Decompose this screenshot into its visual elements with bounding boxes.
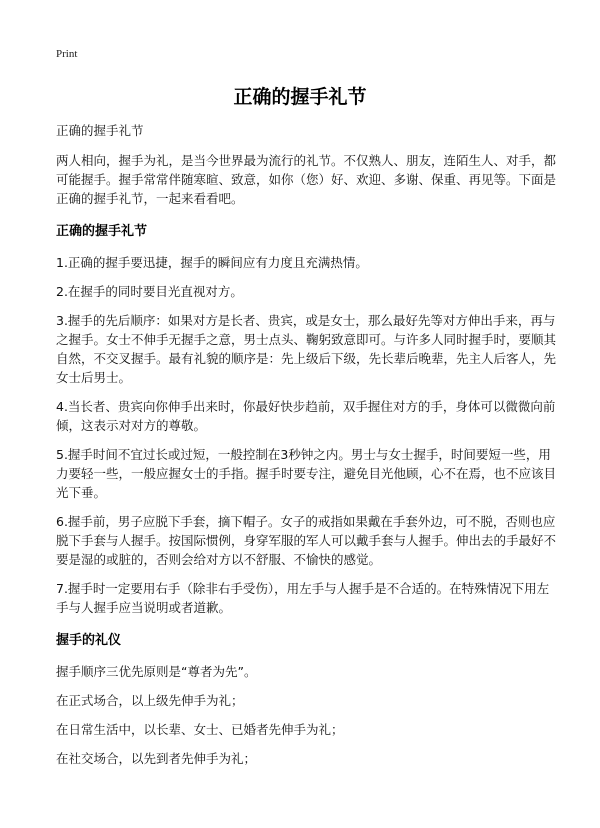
list-item: 2.在握手的同时要目光直视对方。 (56, 284, 243, 299)
section-heading-manners: 握手的礼仪 (56, 633, 122, 648)
list-item: 在日常生活中，以长辈、女士、已婚者先伸手为礼； (56, 722, 344, 737)
page-title: 正确的握手礼节 (233, 86, 367, 108)
intro-paragraph: 两人相向，握手为礼，是当今世界最为流行的礼节。不仅熟人、朋友，连陌生人、对手，都可能握手。握手常常伴随寒暄、致意，如你（您）好、欢迎、多谢、保重、再见等。下面是正确的握手礼节，一起来看看吧。 (56, 153, 557, 206)
list-item: 5.握手时间不宜过长或过短，一般控制在3秒钟之内。男士与女士握手，时间要短一些，用力要轻一些，一般应握女士的手指。握手时要专注，避免目光他顾，心不在焉，也不应该目光下垂。 (56, 447, 557, 500)
list-item: 7.握手时一定要用右手（除非右手受伤），用左手与人握手是不合适的。在特殊情况下用左手与人握手应当说明或者道歉。 (56, 581, 550, 615)
article-subtitle: 正确的握手礼节 (56, 123, 144, 138)
list-item: 在正式场合，以上级先伸手为礼； (56, 693, 244, 708)
list-item: 3.握手的先后顺序：如果对方是长者、贵宾，或是女士，那么最好先等对方伸出手来，再与之握手。女士不伸手无握手之意，男士点头、鞠躬致意即可。与许多人同时握手时，要顺其自然，不交叉握手。最有礼貌的顺序是：先上级后下级，先长辈后晚辈，先主人后客人，先女士后男士。 (56, 313, 557, 385)
article-body (56, 121, 556, 778)
list-item: 1.正确的握手要迅捷，握手的瞬间应有力度且充满热情。 (56, 255, 368, 270)
list-item: 握手顺序三优先原则是“尊者为先”。 (56, 664, 257, 679)
list-item: 在社交场合，以先到者先伸手为礼； (56, 751, 257, 766)
section-heading-etiquette: 正确的握手礼节 (56, 224, 148, 239)
print-link[interactable]: Print (56, 48, 78, 60)
list-item: 4.当长者、贵宾向你伸手出来时，你最好快步趋前，双手握住对方的手，身体可以微微向前倾，这表示对对方的尊敬。 (56, 399, 556, 433)
list-item: 6.握手前，男子应脱下手套，摘下帽子。女子的戒指如果戴在手套外边，可不脱，否则也应脱下手套与人握手。按国际惯例，身穿军服的军人可以戴手套与人握手。伸出去的手最好不要是湿的或脏的，否则会给对方以不舒服、不愉快的感觉。 (56, 514, 557, 567)
